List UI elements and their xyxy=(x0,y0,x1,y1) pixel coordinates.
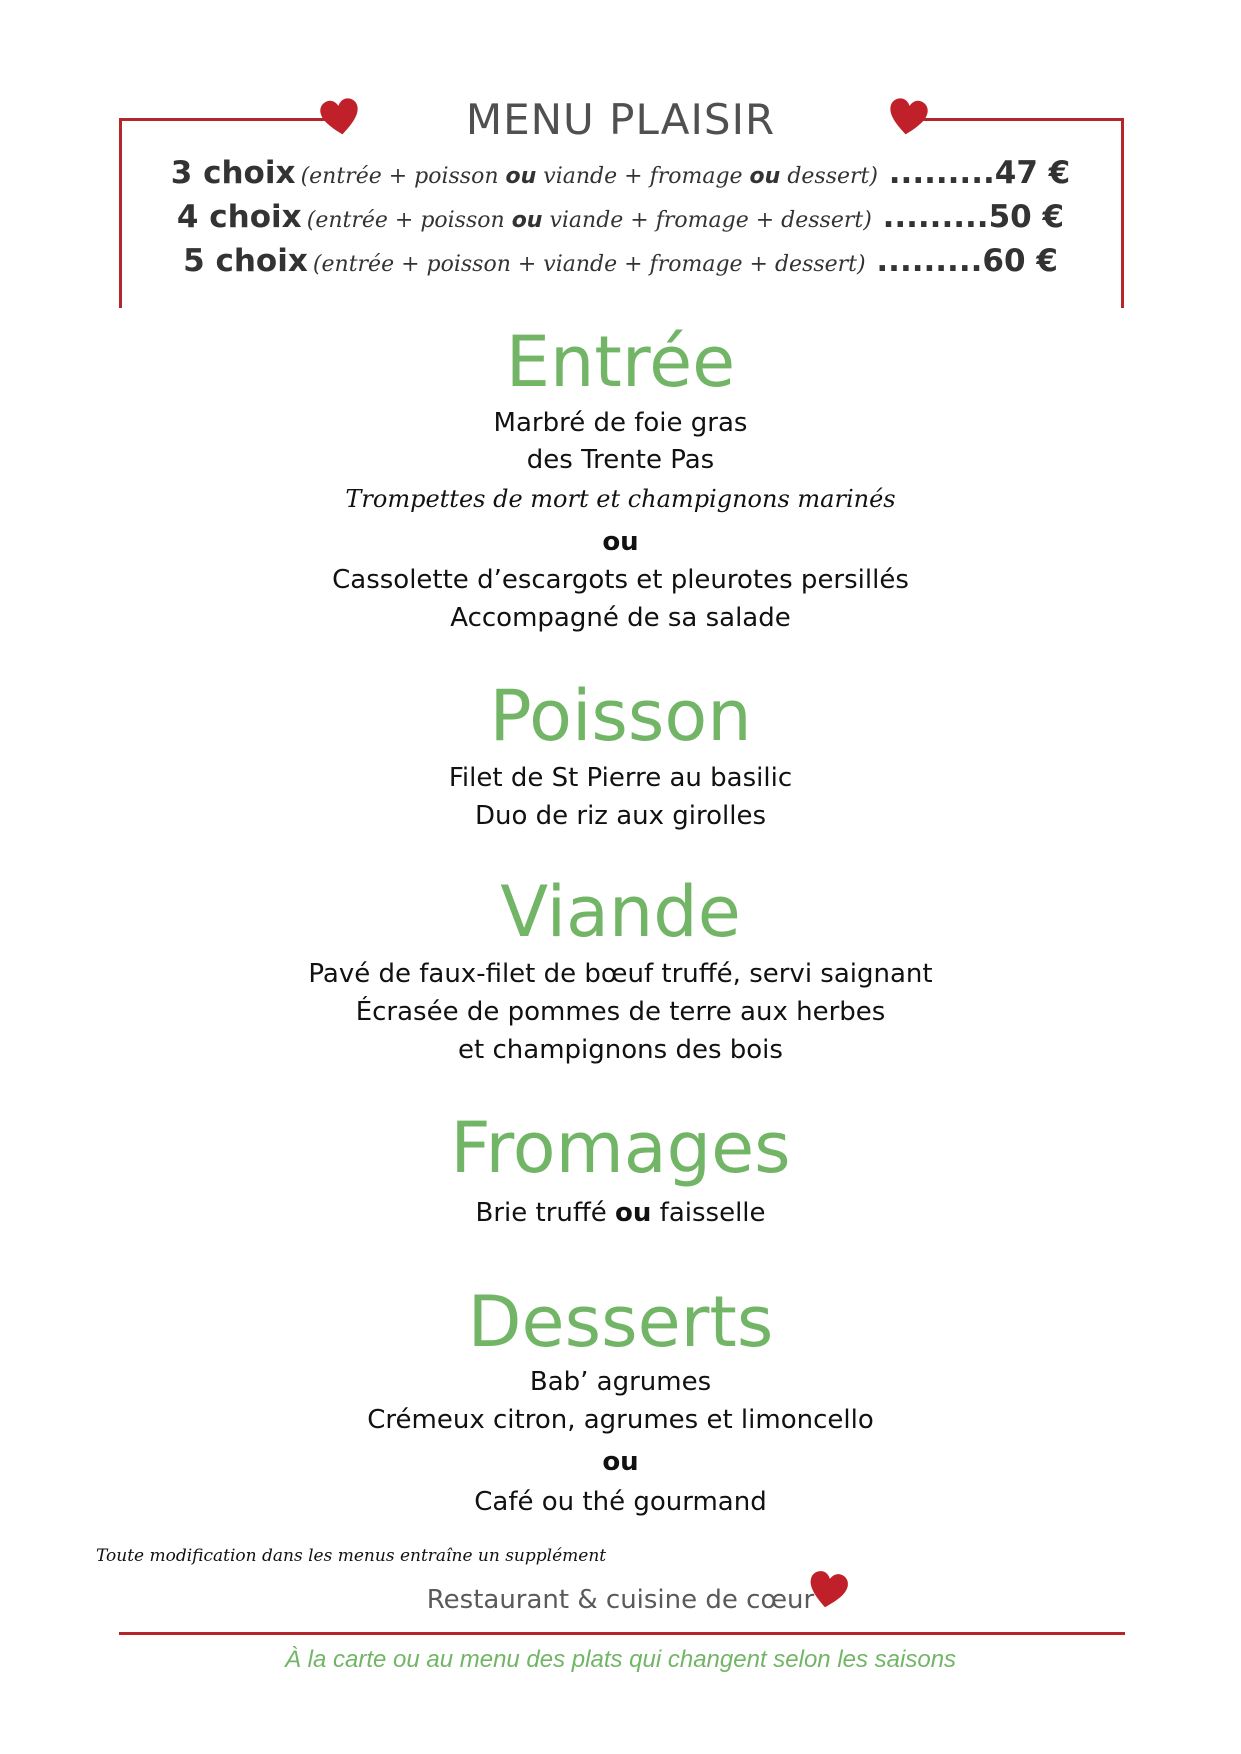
formula-price: 47 € xyxy=(994,155,1071,191)
dish-line: Filet de St Pierre au basilic xyxy=(448,763,793,793)
formula-choice: 5 choix xyxy=(183,243,308,279)
dish-line: Duo de riz aux girolles xyxy=(474,801,767,831)
restaurant-signature: Restaurant & cuisine de cœur xyxy=(426,1585,815,1615)
formula-price: 60 € xyxy=(982,243,1058,279)
formula-dots: ......... xyxy=(871,199,989,235)
menu-title: MENU PLAISIR xyxy=(465,95,776,144)
dish-line: Marbré de foie gras xyxy=(493,408,748,438)
dish-line: et champignons des bois xyxy=(458,1035,783,1065)
dish-line: Crémeux citron, agrumes et limoncello xyxy=(367,1405,874,1435)
formula-3-choix xyxy=(0,153,1241,198)
formula-5-choix xyxy=(0,241,1241,286)
dish-line: des Trente Pas xyxy=(526,445,715,475)
formula-detail: (entrée + poisson ou viande + fromage ou dessert) xyxy=(300,164,878,189)
or-separator: ou xyxy=(602,1447,639,1477)
footer-tagline: À la carte ou au menu des plats qui changent selon les saisons xyxy=(284,1646,957,1673)
formula-choice: 3 choix xyxy=(170,155,296,191)
formula-detail: (entrée + poisson + viande + fromage + dessert) xyxy=(312,252,866,277)
or-separator: ou xyxy=(615,1198,652,1228)
dish-line: Cassolette d’escargots et pleurotes persillés xyxy=(332,565,909,595)
heart-icon xyxy=(805,1567,851,1613)
dish-line: Accompagné de sa salade xyxy=(450,603,791,633)
dish-line: Pavé de faux-filet de bœuf truffé, servi saignant xyxy=(308,959,933,989)
dish-line: Café ou thé gourmand xyxy=(474,1487,767,1517)
or-separator: ou xyxy=(602,527,639,557)
formula-dots: ......... xyxy=(865,243,983,279)
dish-line: Brie truffé ou faisselle xyxy=(475,1198,766,1228)
formula-choice: 4 choix xyxy=(176,199,302,235)
supplement-note: Toute modification dans les menus entraîne un supplément xyxy=(96,1546,607,1566)
section-title-entree: Entrée xyxy=(505,321,736,403)
formula-price: 50 € xyxy=(988,199,1065,235)
formula-dots: ......... xyxy=(877,155,995,191)
formula-detail: (entrée + poisson ou viande + fromage + dessert) xyxy=(306,208,872,233)
section-title-fromages: Fromages xyxy=(450,1107,791,1189)
formula-4-choix xyxy=(0,197,1241,242)
section-title-desserts: Desserts xyxy=(467,1281,774,1363)
dish-garnish: Trompettes de mort et champignons marinés xyxy=(345,485,896,513)
footer-divider xyxy=(119,1632,1125,1635)
dish-line: Bab’ agrumes xyxy=(529,1367,712,1397)
section-title-viande: Viande xyxy=(500,871,741,953)
dish-line: Écrasée de pommes de terre aux herbes xyxy=(355,997,886,1027)
section-title-poisson: Poisson xyxy=(489,675,752,757)
